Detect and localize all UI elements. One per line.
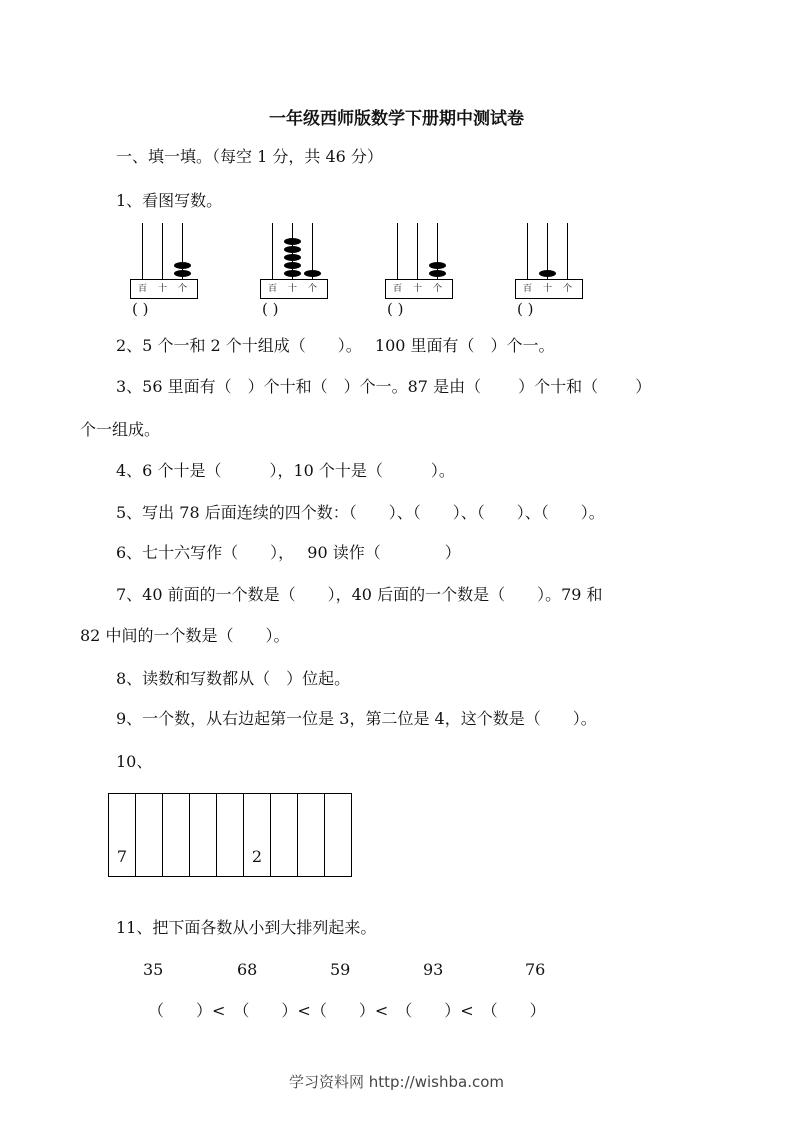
question-8: 8、读数和写数都从（ ）位起。 [116, 669, 351, 688]
abacus-bead [304, 270, 321, 277]
place-label: 个 [308, 284, 318, 294]
abacus-bead [174, 270, 191, 277]
abacus-rod [162, 223, 163, 279]
place-label: 百 [268, 284, 278, 294]
question-1: 1、看图写数。 [116, 191, 223, 210]
answer-blank: ( ) [262, 300, 279, 318]
abacus-rod [527, 223, 528, 279]
abacus-rod [397, 223, 398, 279]
place-label: 十 [288, 284, 298, 294]
abacus [515, 223, 585, 323]
abacus-bead [284, 238, 301, 245]
place-label: 个 [178, 284, 188, 294]
answer-blank: ( ) [517, 300, 534, 318]
ordering-blanks: （ ）< （ ）<（ ）< （ ）< （ ） [148, 1001, 546, 1020]
answer-blank: ( ) [132, 300, 149, 318]
question-3-continued: 个一组成。 [80, 420, 161, 439]
abacus [385, 223, 455, 323]
abacus-bead [429, 262, 446, 269]
abacus [130, 223, 200, 323]
footer-watermark: 学习资料网 http://wishba.com [289, 1073, 504, 1091]
abacus-rod [417, 223, 418, 279]
grid-cell [217, 794, 244, 877]
number-item: 68 [237, 960, 258, 979]
abacus-rod [567, 223, 568, 279]
question-7: 7、40 前面的一个数是（ ），40 后面的一个数是（ ）。79 和 [116, 585, 603, 604]
number-item: 76 [525, 960, 546, 979]
question-10: 10、 [116, 752, 153, 771]
abacus-bead [539, 270, 556, 277]
abacus-rod [142, 223, 143, 279]
grid-cell: 2 [244, 794, 271, 877]
abacus-bead [174, 262, 191, 269]
place-label: 十 [413, 284, 423, 294]
place-label: 百 [138, 284, 148, 294]
number-item: 93 [423, 960, 444, 979]
abacus-rod [272, 223, 273, 279]
grid-cell [325, 794, 352, 877]
answer-blank: ( ) [387, 300, 404, 318]
grid-cell [190, 794, 217, 877]
abacus-bead [284, 254, 301, 261]
grid-cell [298, 794, 325, 877]
grid-cell [163, 794, 190, 877]
abacus [260, 223, 330, 323]
place-label: 十 [158, 284, 168, 294]
abacus-frame [260, 279, 328, 299]
place-label: 百 [523, 284, 533, 294]
question-9: 9、一个数，从右边起第一位是 3，第二位是 4，这个数是（ ）。 [116, 709, 597, 728]
question-5: 5、写出 78 后面连续的四个数：（ ）、（ ）、（ ）、（ ）。 [116, 503, 605, 522]
abacus-bead [429, 270, 446, 277]
grid-cell: 7 [109, 794, 136, 877]
number-item: 59 [330, 960, 351, 979]
abacus-bead [284, 262, 301, 269]
abacus-frame [385, 279, 453, 299]
abacus-frame [515, 279, 583, 299]
number-item: 35 [143, 960, 164, 979]
abacus-frame [130, 279, 198, 299]
question-6: 6、七十六写作（ ）， 90 读作（ ） [116, 543, 461, 562]
place-label: 个 [433, 284, 443, 294]
abacus-bead [284, 246, 301, 253]
place-label: 十 [543, 284, 553, 294]
grid-cell [271, 794, 298, 877]
question-2: 2、5 个一和 2 个十组成（ ）。 100 里面有（ ）个一。 [116, 336, 555, 355]
grid-cell [136, 794, 163, 877]
abacus-bead [284, 270, 301, 277]
page-title: 一年级西师版数学下册期中测试卷 [269, 109, 524, 129]
question-11: 11、把下面各数从小到大排列起来。 [116, 918, 377, 937]
question-4: 4、6 个十是（ ），10 个十是（ ）。 [116, 461, 455, 480]
place-label: 百 [393, 284, 403, 294]
question-7-continued: 82 中间的一个数是（ ）。 [80, 626, 290, 645]
number-grid [108, 793, 352, 877]
place-label: 个 [563, 284, 573, 294]
question-3: 3、56 里面有（ ）个十和（ ）个一。87 是由（ ）个十和（ ） [116, 377, 652, 396]
section-heading: 一、填一填。（每空 1 分，共 46 分） [116, 147, 383, 166]
